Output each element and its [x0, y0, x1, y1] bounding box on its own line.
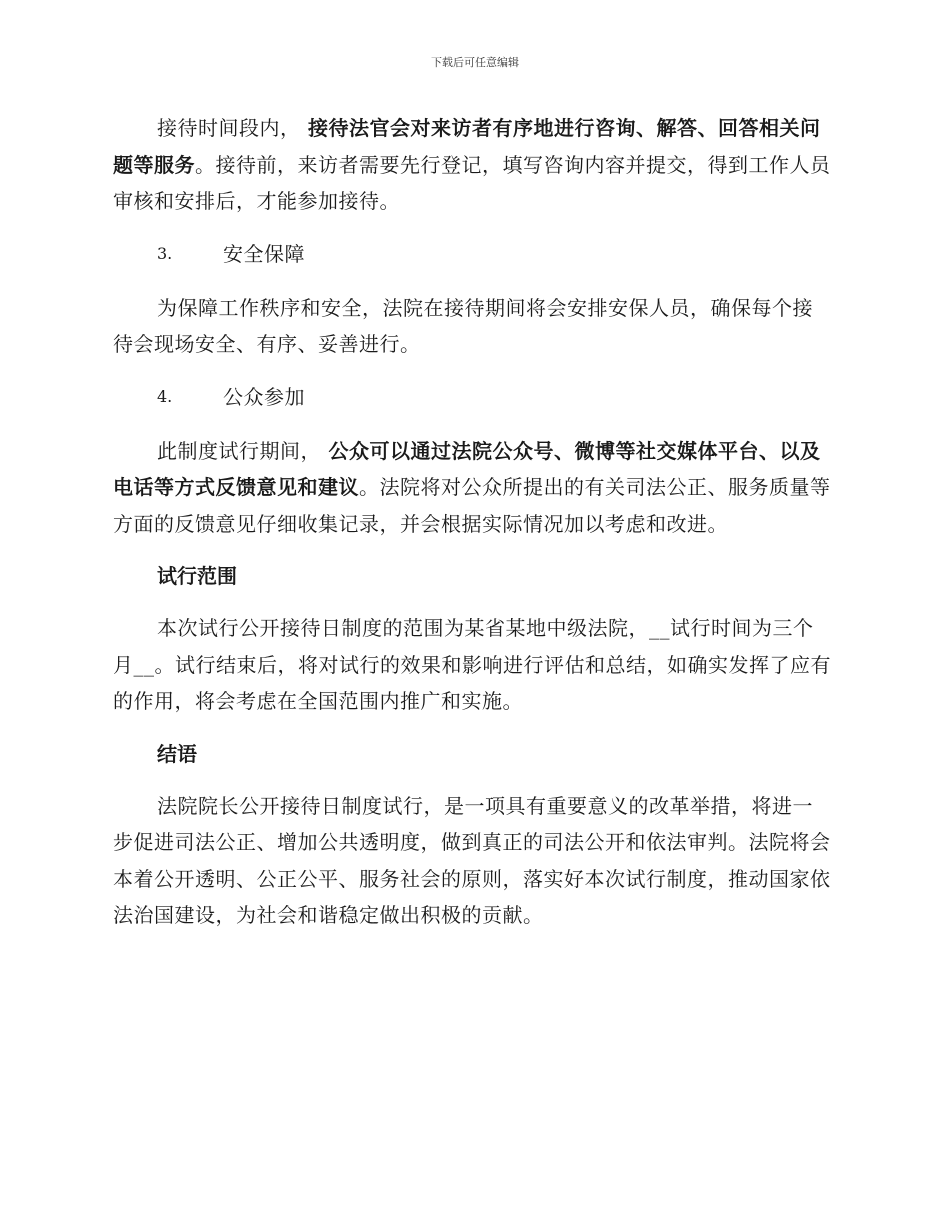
list-item-number: 3. — [157, 243, 173, 263]
document-body — [113, 110, 833, 950]
list-item-public — [113, 379, 833, 415]
paragraph-lead: 此制度试行期间， — [157, 438, 321, 463]
list-item-label: 公众参加 — [223, 384, 305, 409]
list-item-number: 4. — [157, 386, 173, 406]
paragraph-public-feedback — [113, 433, 833, 543]
paragraph-reception-service — [113, 110, 833, 220]
paragraph-rest: 。法院将对公众所提出的有关司法公正、服务质量等方面的反馈意见仔细收集记录，并会根据实际情况加以考虑和改进。 — [113, 475, 831, 536]
paragraph-scope: 本次试行公开接待日制度的范围为某省某地中级法院，__试行时间为三个月__。试行结束后，将对试行的效果和影响进行评估和总结，如确实发挥了应有的作用，将会考虑在全国范围内推广和实施。 — [113, 616, 831, 713]
paragraph-security: 为保障工作秩序和安全，法院在接待期间将会安排安保人员，确保每个接待会现场安全、有序、妥善进行。 — [113, 295, 813, 356]
paragraph-conclusion: 法院院长公开接待日制度试行，是一项具有重要意义的改革举措，将进一步促进司法公正、增加公共透明度，做到真正的司法公开和依法审判。法院将会本着公开透明、公正公平、服务社会的原则，落实好本次试行制度，推动国家依法治国建设，为社会和谐稳定做出积极的贡献。 — [113, 793, 831, 927]
paragraph-emphasis: 公众可以通过法院公众号、微博等社交媒体平台、以及电话等方式反馈意见和建议 — [113, 438, 821, 499]
list-item-security — [113, 236, 833, 272]
section-heading-conclusion: 结语 — [157, 741, 197, 766]
page-header: 下载后可任意编辑 — [431, 56, 519, 69]
section-heading-scope: 试行范围 — [157, 564, 237, 588]
list-item-label: 安全保障 — [223, 241, 305, 266]
paragraph-emphasis: 接待法官会对来访者有序地进行咨询、解答、回答相关问题等服务 — [113, 116, 821, 177]
paragraph-rest: 。接待前，来访者需要先行登记，填写咨询内容并提交，得到工作人员审核和安排后，才能参加接待。 — [113, 152, 831, 213]
paragraph-lead: 接待时间段内， — [157, 116, 301, 140]
